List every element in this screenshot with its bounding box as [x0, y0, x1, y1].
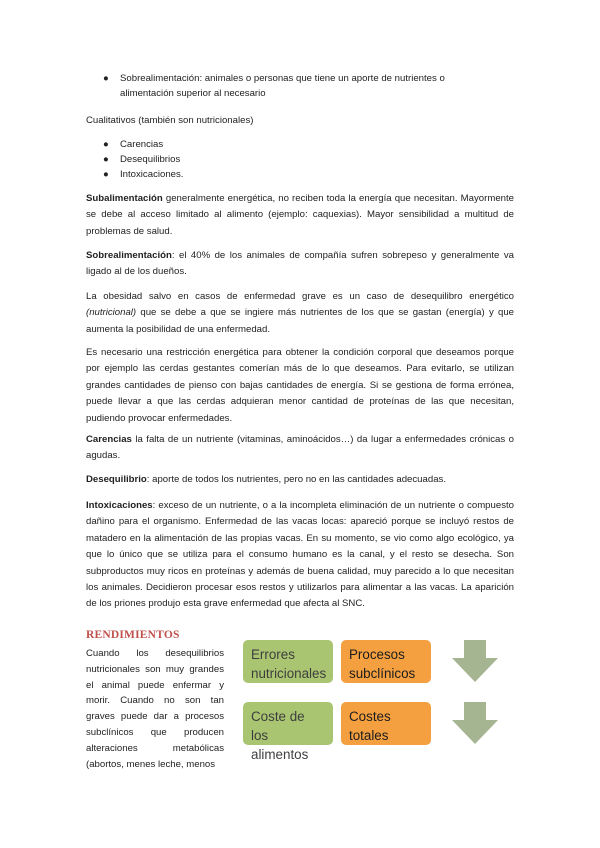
paragraph-subalimentacion [86, 191, 514, 240]
box-errores-nutricionales: Errores nutricionales [243, 640, 333, 683]
paragraph-text: generalmente energética, no reciben toda la energía que necesitan. Mayormente se debe al acceso limitado al alimento (ejemplo: caquexias). Mayor sensibilidad a multitud de problemas de salud. [86, 193, 514, 237]
paragraph-text: : el 40% de los animales de compañía sufren sobrepeso y generalmente va ligado al de los dueños. [86, 250, 514, 278]
term: Intoxicaciones [86, 500, 153, 511]
term: Sobrealimentación [86, 250, 172, 261]
paragraph-intoxicaciones [86, 498, 514, 613]
list-item-text: Intoxicaciones. [120, 169, 184, 180]
box-procesos-subclinicos: Procesos subclínicos [341, 640, 431, 683]
bullet-icon: ● [103, 73, 109, 84]
down-arrow-icon [450, 640, 500, 684]
paragraph-carencias [86, 432, 514, 465]
down-arrow-icon [450, 702, 500, 746]
paragraph-obesidad [86, 289, 514, 338]
paragraph-sobrealimentacion [86, 248, 514, 281]
box-coste-alimentos: Coste de los alimentos [243, 702, 333, 745]
paragraph-text: : aporte de todos los nutrientes, pero no en las cantidades adecuadas. [146, 474, 446, 485]
section-title [86, 113, 253, 128]
bullet-icon: ● [103, 154, 109, 165]
term: Carencias [86, 434, 132, 445]
list-item-text: Carencias [120, 139, 164, 150]
rendimientos-paragraph: Cuando los desequilibrios nutricionales son muy grandes el animal puede enfermar y morir. Cuando no son tan graves puede dar a procesos subclínicos que producen alteraciones metabólicas (abortos, menes leche, menos [86, 648, 224, 770]
paragraph-text: la falta de un nutriente (vitaminas, aminoácidos…) da lugar a enfermedades crónicas o agudas. [86, 434, 514, 462]
italic-term: (nutricional) [86, 307, 137, 319]
list-item-text: Desequilibrios [120, 154, 181, 165]
paragraph-desequilibrio [86, 472, 514, 488]
box-costes-totales: Costes totales [341, 702, 431, 745]
paragraph-text: La obesidad salvo en casos de enfermedad grave es un caso de desequilibro energético [86, 291, 514, 302]
paragraph-restriccion [86, 345, 514, 427]
cualitativos-title: Cualitativos (también son nutricionales) [86, 115, 254, 126]
bullet-icon: ● [103, 139, 109, 150]
paragraph-text: que se debe a que se ingiere más nutrientes de los que se gastan (energía) y que aumenta la posibilidad de una enfermedad. [86, 307, 514, 335]
section-heading: RENDIMIENTOS [86, 629, 180, 641]
list-item-continuation [120, 86, 266, 101]
term: Subalimentación [86, 193, 163, 204]
term: Desequilibrio [86, 474, 147, 485]
bullet-icon: ● [103, 169, 109, 180]
list-item-text: Sobrealimentación: animales o personas que tiene un aporte de nutrientes o [120, 73, 445, 84]
paragraph-text: Es necesario una restricción energética para obtener la condición corporal que deseamos porque por ejemplo las cerdas gestantes comerían más de lo que deseamos. Para evitarlo, se utilizan grandes cantidades de pienso con bajas cantidades de energía. Si se gestiona de forma errónea, puede llevar a que las cerdas adquieran menor cantidad de proteínas de las que necesitan, pudiendo provocar enfermedades. [86, 347, 514, 424]
list-item-text: alimentación superior al necesario [120, 88, 266, 99]
paragraph-text: : exceso de un nutriente, o a la incompleta eliminación de un nutriente o compuesto dañino para el organismo. Enfermedad de las vacas locas: apareció porque se incluyó restos de matadero en la alimentación de las propias vacas. En su momento, se vio como algo ecológico, ya que lo único que se utiliza para el consumo humano es la canal, y el resto se desecha. Son subproductos muy ricos en proteínas y además de buena calidad, muy parecido a lo que necesitan los animales. Decidieron procesar esos restos y utilizarlos para alimentar a las vacas. La aparición de los priones produjo esta grave enfermedad que afecta al SNC. [86, 500, 514, 610]
